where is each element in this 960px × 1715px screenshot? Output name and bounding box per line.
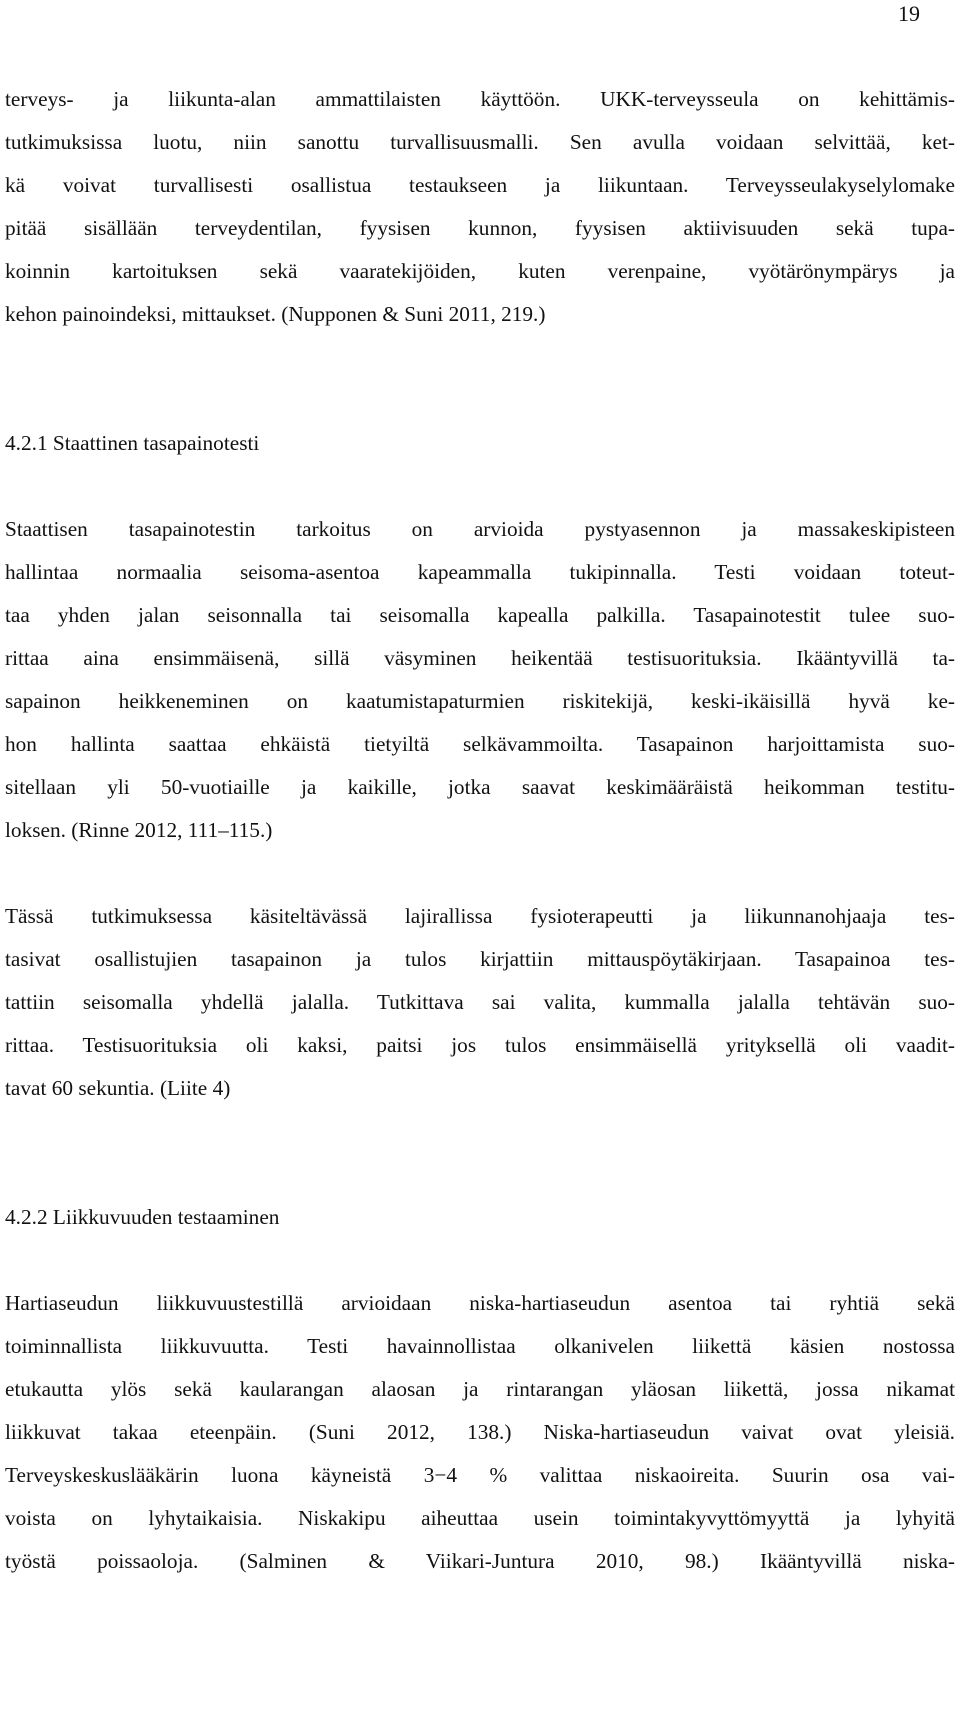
spacer	[5, 852, 955, 895]
paragraph-staattinen-tasapaino	[5, 508, 955, 852]
text-line: koinnin kartoituksen sekä vaaratekijöiden, kuten verenpaine, vyötärönympärys ja	[5, 259, 955, 283]
text-line: loksen. (Rinne 2012, 111–115.)	[5, 818, 273, 842]
spacer	[5, 336, 955, 422]
text-line: kehon painoindeksi, mittaukset. (Nupponen & Suni 2011, 219.)	[5, 302, 546, 326]
spacer	[5, 465, 955, 508]
spacer	[5, 1239, 955, 1282]
text-line: työstä poissaoloja. (Salminen & Viikari-Juntura 2010, 98.) Ikääntyvillä niska-	[5, 1549, 955, 1573]
text-line: tattiin seisomalla yhdellä jalalla. Tutkittava sai valita, kummalla jalalla tehtävän suo-	[5, 990, 955, 1014]
text-line: tavat 60 sekuntia. (Liite 4)	[5, 1076, 231, 1100]
text-line: hon hallinta saattaa ehkäistä tietyiltä selkävammoilta. Tasapainon harjoittamista suo-	[5, 732, 955, 756]
section-heading-4-2-2: 4.2.2 Liikkuvuuden testaaminen	[5, 1205, 280, 1229]
paragraph-tutkimuksen-tasapainotesti	[5, 895, 955, 1110]
text-line: kä voivat turvallisesti osallistua testaukseen ja liikuntaan. Terveysseulakyselylomake	[5, 173, 955, 197]
text-line: sapainon heikkeneminen on kaatumistapaturmien riskitekijä, keski-ikäisillä hyvä ke-	[5, 689, 955, 713]
text-line: Hartiaseudun liikkuvuustestillä arvioidaan niska-hartiaseudun asentoa tai ryhtiä sekä	[5, 1291, 955, 1315]
text-line: hallintaa normaalia seisoma-asentoa kapeammalla tukipinnalla. Testi voidaan toteut-	[5, 560, 955, 584]
text-line: pitää sisällään terveydentilan, fyysisen kunnon, fyysisen aktiivisuuden sekä tupa-	[5, 216, 955, 240]
page-number: 19	[898, 1, 920, 26]
text-line: liikkuvat takaa eteenpäin. (Suni 2012, 138.) Niska-hartiaseudun vaivat ovat yleisiä.	[5, 1420, 955, 1444]
spacer	[5, 1110, 955, 1196]
text-line: tutkimuksissa luotu, niin sanottu turvallisuusmalli. Sen avulla voidaan selvittää, ket-	[5, 130, 955, 154]
text-line: Tässä tutkimuksessa käsiteltävässä lajirallissa fysioterapeutti ja liikunnanohjaaja tes-	[5, 904, 955, 928]
text-line: taa yhden jalan seisonnalla tai seisomalla kapealla palkilla. Tasapainotestit tulee suo-	[5, 603, 955, 627]
text-line: terveys- ja liikunta-alan ammattilaisten käyttöön. UKK-terveysseula on kehittämis-	[5, 87, 955, 111]
text-line: tasivat osallistujien tasapainon ja tulos kirjattiin mittauspöytäkirjaan. Tasapainoa tes-	[5, 947, 955, 971]
text-line: sitellaan yli 50-vuotiaille ja kaikille, jotka saavat keskimääräistä heikomman testitu-	[5, 775, 955, 799]
document-body	[5, 78, 955, 1583]
paragraph-ukk-terveysseula	[5, 78, 955, 336]
text-line: toiminnallista liikkuvuutta. Testi havainnollistaa olkanivelen liikettä käsien nostossa	[5, 1334, 955, 1358]
paragraph-liikkuvuus	[5, 1282, 955, 1583]
text-line: voista on lyhytaikaisia. Niskakipu aiheuttaa usein toimintakyvyttömyyttä ja lyhyitä	[5, 1506, 955, 1530]
section-heading-4-2-1: 4.2.1 Staattinen tasapainotesti	[5, 431, 260, 455]
text-line: rittaa aina ensimmäisenä, sillä väsyminen heikentää testisuorituksia. Ikääntyvillä ta-	[5, 646, 955, 670]
text-line: rittaa. Testisuorituksia oli kaksi, paitsi jos tulos ensimmäisellä yrityksellä oli vaadit-	[5, 1033, 955, 1057]
text-line: etukautta ylös sekä kaularangan alaosan ja rintarangan yläosan liikettä, jossa nikamat	[5, 1377, 955, 1401]
text-line: Staattisen tasapainotestin tarkoitus on arvioida pystyasennon ja massakeskipisteen	[5, 517, 955, 541]
text-line: Terveyskeskuslääkärin luona käyneistä 3−4 % valittaa niskaoireita. Suurin osa vai-	[5, 1463, 955, 1487]
